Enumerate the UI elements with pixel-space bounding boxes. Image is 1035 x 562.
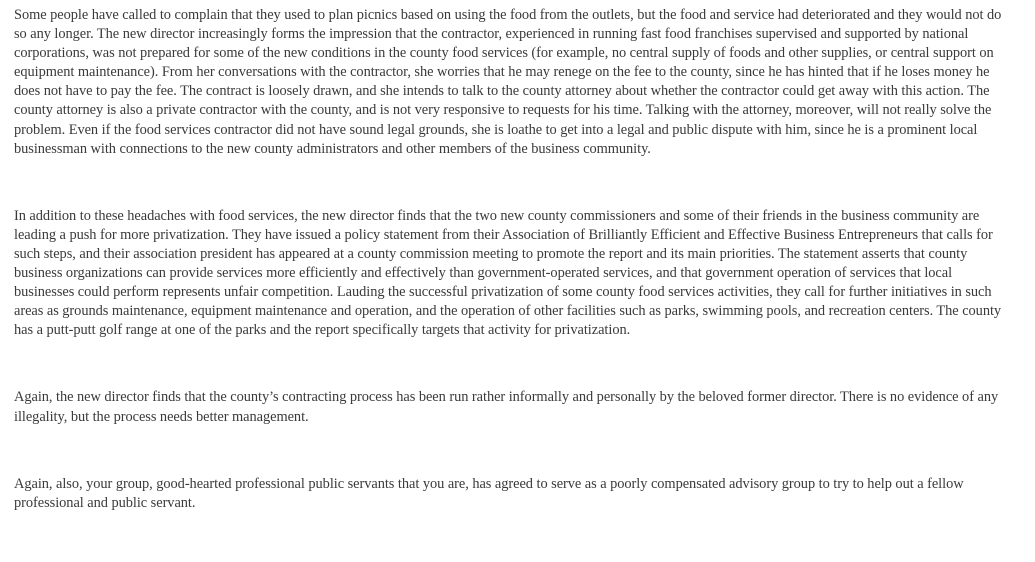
paragraph-picnic-complaints: Some people have called to complain that they used to plan picnics based on using the food from the outlets, but the food and service had deteriorated and they would not do so any longer. The new director increasingly forms the impression that the contractor, experienced in running fast food franchises supervised and supported by national corporations, was not prepared for some of the new conditions in the county food services (for example, no central supply of foods and other supplies, or central support on equipment maintenance). From her conversations with the contractor, she worries that he may renege on the fee to the county, since he has hinted that if he loses money he does not have to pay the fee. The contract is loosely drawn, and she intends to talk to the county attorney about whether the contractor could get away with this action. The county attorney is also a private contractor with the county, and is not very responsive to requests for his time. Talking with the attorney, moreover, will not really solve the problem. Even if the food services contractor did not have sound legal grounds, she is loathe to get into a legal and public dispute with him, since he is a prominent local businessman with connections to the new county administrators and other members of the business community. xyxy=(14,7,1002,157)
paragraph-contracting-process: Again, the new director finds that the county’s contracting process has been run rather informally and personally by the beloved former director. There is no evidence of any illegality, but the process needs better management. xyxy=(14,389,999,425)
document-body xyxy=(14,4,1009,513)
paragraph-advisory-group: Again, also, your group, good-hearted professional public servants that you are, has agreed to serve as a poorly compensated advisory group to try to help out a fellow professional and public servant. xyxy=(14,475,964,511)
paragraph-privatization-push: In addition to these headaches with food services, the new director finds that the two new county commissioners and some of their friends in the business community are leading a push for more privatization. They have issued a policy statement from their Association of Brilliantly Efficient and Effective Business Entrepreneurs that calls for such steps, and their association president has appeared at a county commission meeting to promote the report and its main priorities. The statement asserts that county business organizations can provide services more efficiently and effectively than government-operated services, and that government operation of services that local businesses could perform represents unfair competition. Lauding the successful privatization of some county food services activities, they call for further initiatives in such areas as grounds maintenance, equipment maintenance and operation, and the operation of other facilities such as parks, swimming pools, and recreation centers. The county has a putt-putt golf range at one of the parks and the report specifically targets that activity for privatization. xyxy=(14,207,1002,339)
